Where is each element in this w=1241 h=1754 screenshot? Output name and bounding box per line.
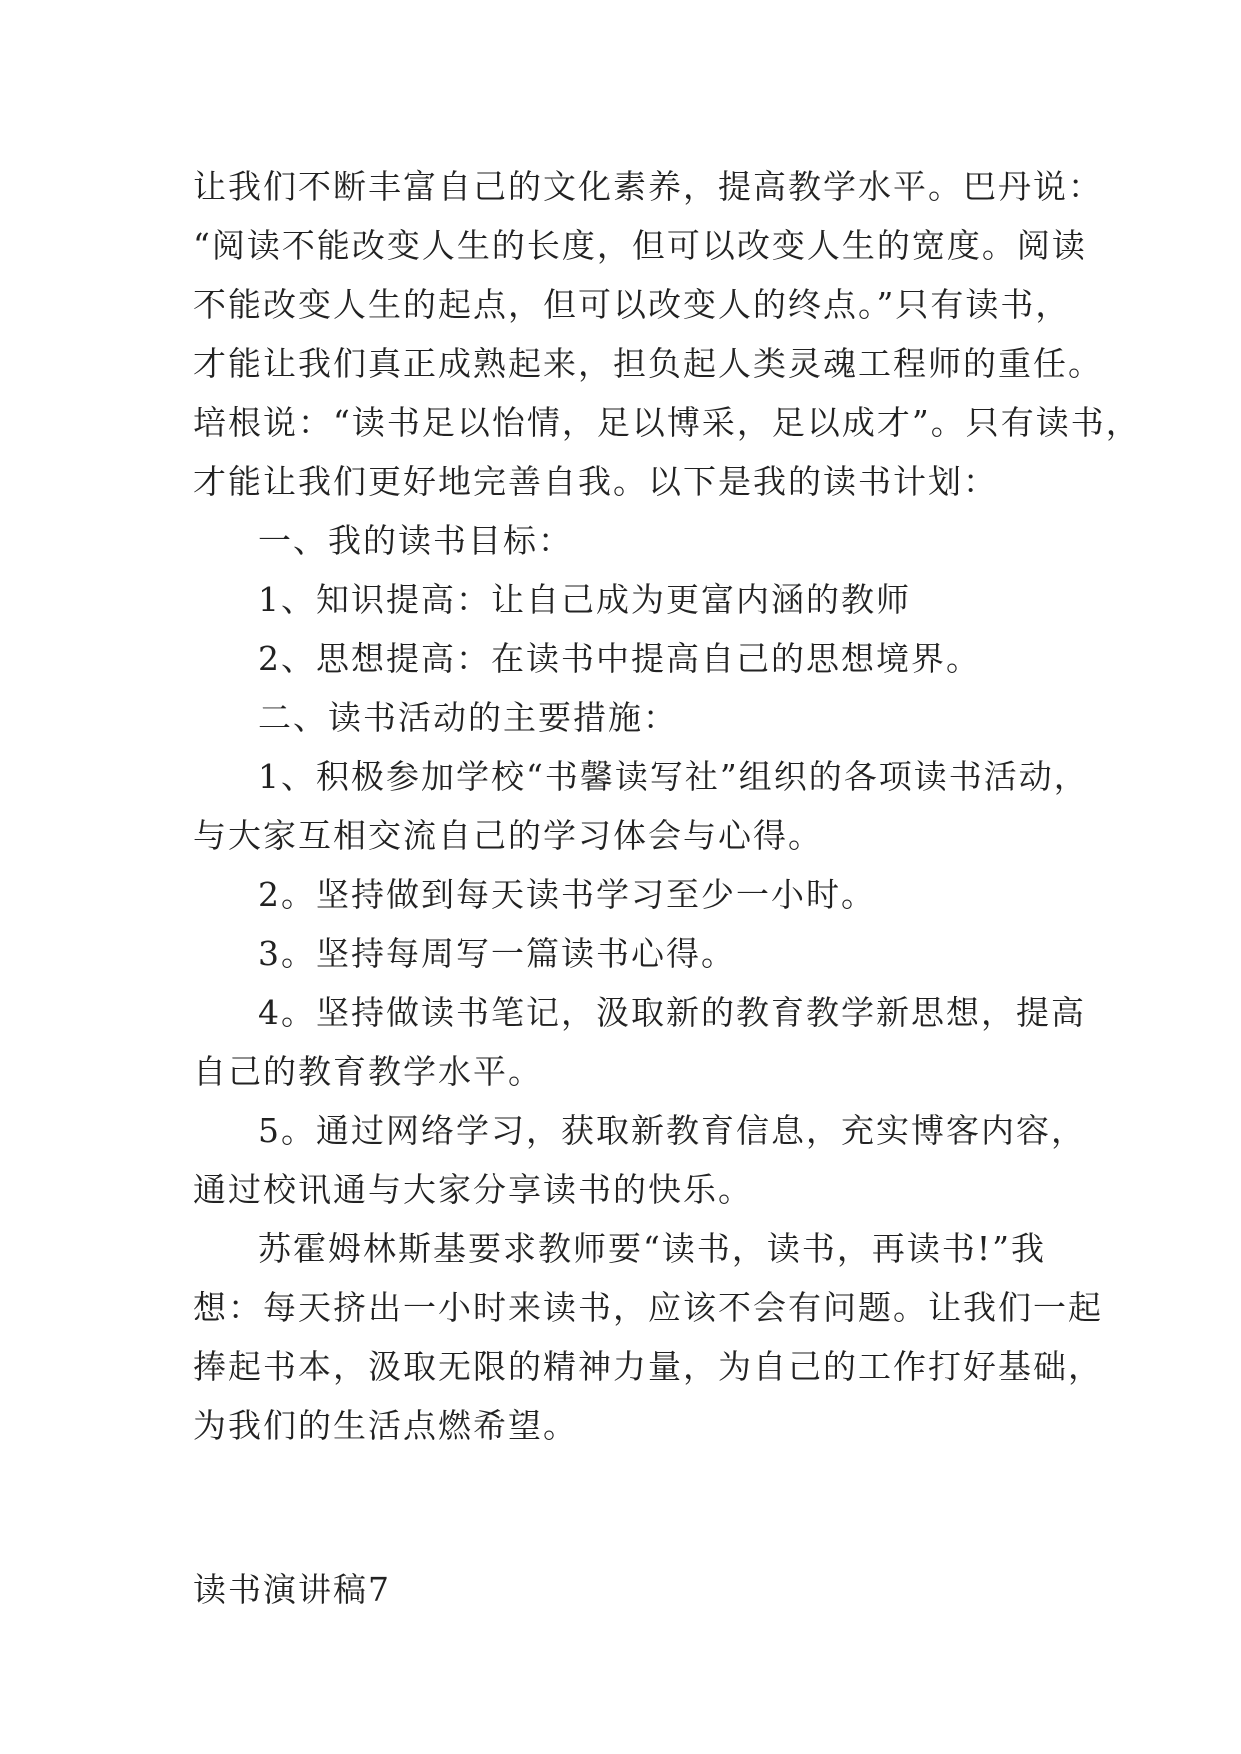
paragraph-line: 才能让我们真正成熟起来，担负起人类灵魂工程师的重任。 [193, 344, 1103, 383]
list-item-continuation: 与大家互相交流自己的学习体会与心得。 [193, 816, 823, 855]
paragraph-line: 培根说：“读书足以怡情，足以博采，足以成才”。只有读书， [193, 403, 1141, 442]
paragraph-line: 为我们的生活点燃希望。 [193, 1406, 578, 1445]
list-item-continuation: 通过校讯通与大家分享读书的快乐。 [193, 1170, 753, 1209]
paragraph-line: 才能让我们更好地完善自我。以下是我的读书计划： [193, 462, 998, 501]
paragraph-line: 不能改变人生的起点，但可以改变人的终点。”只有读书， [193, 285, 1071, 324]
list-item: 1、知识提高：让自己成为更富内涵的教师 [258, 580, 911, 619]
list-item: 3。坚持每周写一篇读书心得。 [258, 934, 736, 973]
list-item: 5。通过网络学习，获取新教育信息，充实博客内容， [258, 1111, 1086, 1150]
list-item: 2。坚持做到每天读书学习至少一小时。 [258, 875, 876, 914]
paragraph-line: “阅读不能改变人生的长度，但可以改变人生的宽度。阅读 [193, 226, 1087, 265]
paragraph-line: 捧起书本，汲取无限的精神力量，为自己的工作打好基础， [193, 1347, 1103, 1386]
section-heading: 二、读书活动的主要措施： [258, 698, 678, 737]
list-item-continuation: 自己的教育教学水平。 [193, 1052, 543, 1091]
paragraph-line: 让我们不断丰富自己的文化素养，提高教学水平。巴丹说： [193, 167, 1103, 206]
list-item: 1、积极参加学校“书馨读写社”组织的各项读书活动， [258, 757, 1089, 796]
document-heading: 读书演讲稿7 [193, 1570, 391, 1609]
section-heading: 一、我的读书目标： [258, 521, 573, 560]
list-item: 2、思想提高：在读书中提高自己的思想境界。 [258, 639, 981, 678]
paragraph-line: 苏霍姆林斯基要求教师要“读书，读书，再读书!”我 [258, 1229, 1047, 1268]
list-item: 4。坚持做读书笔记，汲取新的教育教学新思想，提高 [258, 993, 1086, 1032]
paragraph-line: 想：每天挤出一小时来读书，应该不会有问题。让我们一起 [193, 1288, 1103, 1327]
